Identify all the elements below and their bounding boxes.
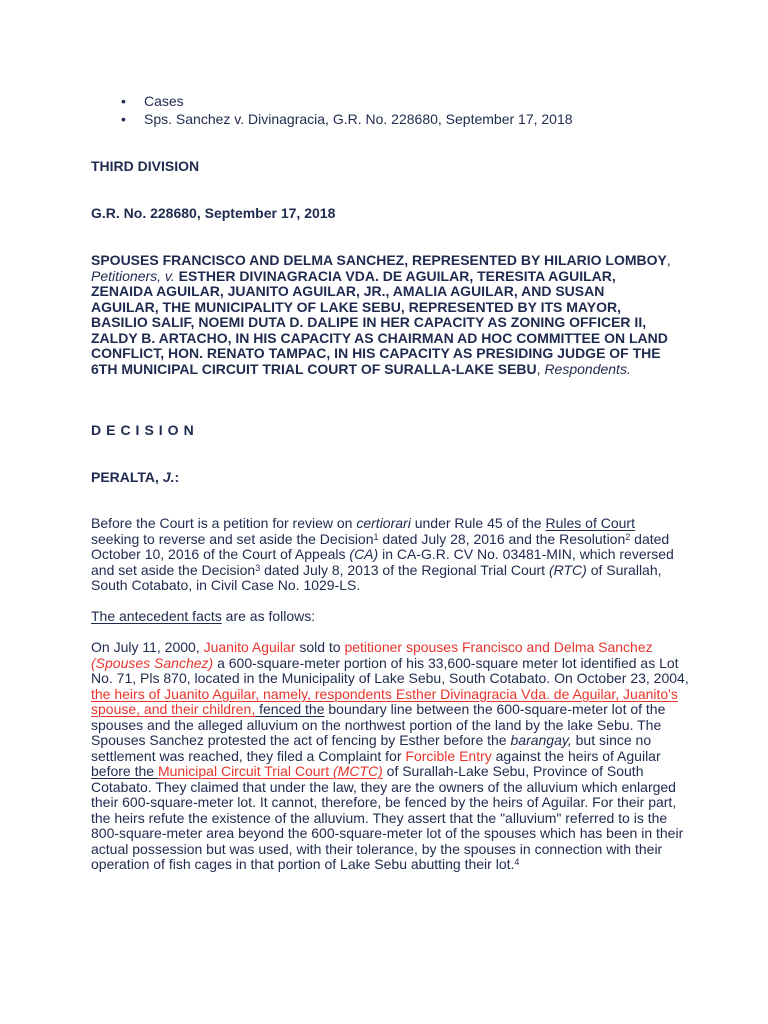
text-run: a 600-square-meter portion of his 33,600-square meter lot identified as Lot No. 71, Pls 870, located in the Municipality of Lake Sebu, South Cotabato. On October 23, 2004, (91, 654, 689, 686)
footnote-ref-4[interactable]: 4 (514, 857, 520, 867)
ponente-colon: : (174, 469, 180, 485)
paragraph-antecedent (91, 609, 691, 625)
respondents-label: Respondents. (544, 360, 631, 377)
bullet-icon: • (121, 93, 126, 109)
paragraph-facts (91, 640, 689, 873)
text-run: sold to (295, 639, 345, 655)
text-run: but since no settlement was reached, they filed a Complaint for (91, 732, 652, 764)
text-run: against the heirs of Aguilar (491, 747, 661, 764)
highlight-heirs[interactable]: the heirs of Juanito Aguilar, namely, respondents Esther Divinagracia Vda. de Aguilar, Juanito's spouse, and their children, (91, 685, 678, 717)
footnote-ref-3[interactable]: 3 (255, 562, 261, 573)
rules-of-court-link[interactable]: Rules of Court (545, 515, 635, 531)
text-run: dated July 8, 2013 of the Regional Trial Court (260, 561, 549, 578)
highlight-mctc[interactable]: Municipal Circuit Trial Court (157, 763, 333, 779)
before-link[interactable]: before the (91, 763, 158, 779)
antecedent-facts-link[interactable]: The antecedent facts (91, 608, 222, 624)
decision-heading: DECISION (91, 422, 199, 438)
text-run-italic: certiorari (356, 515, 411, 531)
breadcrumb-label[interactable]: Sps. Sanchez v. Divinagracia, G.R. No. 228680, September 17, 2018 (144, 110, 573, 127)
text-run: of Surallah, South Cotabato, in Civil Case No. 1029-LS. (91, 561, 662, 593)
highlight-juanito: Juanito Aguilar (203, 639, 296, 655)
ponente (91, 470, 691, 486)
text-run: of Surallah-Lake Sebu, Province of South Cotabato. They claimed that under the law, they are the owners of the alluvium which enlarged their 600-square-meter lot. It cannot, therefore, be fenced by the heirs of Aguilar. For their part, the heirs refute the existence of the alluvium. They assert that the "alluvium" referred to is the 800-square-meter area beyond the 600-square-meter lot of the spouses which has been in their actual possession but was used, with their tolerance, by the spouses in connection with their operation of fish cages in that portion of Lake Sebu abutting their lot. (91, 763, 684, 872)
text-run-italic: barangay, (510, 732, 572, 748)
footnote-ref-1[interactable]: 1 (373, 531, 379, 542)
text-run-italic: (CA) (349, 546, 379, 562)
highlight-petitioners: petitioner spouses Francisco and Delma Sanchez (344, 639, 653, 655)
breadcrumb-item-cases[interactable] (91, 93, 573, 111)
footnote-ref-2[interactable]: 2 (625, 531, 631, 542)
text-run: On July 11, 2000, (91, 639, 204, 655)
text-run-italic: (RTC) (548, 561, 587, 578)
text-run: dated October 10, 2016 of the Court of Appeals (91, 530, 670, 562)
text-run: boundary line between the 600-square-meter lot of the spouses and the alleged alluvium on the northwest portion of the land by the lake Sebu. The Spouses Sanchez protested the act of fencing by Esther before the (91, 701, 666, 748)
case-number-heading: G.R. No. 228680, September 17, 2018 (91, 205, 336, 221)
ponente-name: PERALTA, (91, 469, 163, 485)
breadcrumb-label[interactable]: Cases (144, 93, 184, 109)
respondents-names: ESTHER DIVINAGRACIA VDA. DE AGUILAR, TERESITA AGUILAR, ZENAIDA AGUILAR, JUANITO AGUILAR, JR., AMALIA AGUILAR, AND SUSAN AGUILAR, THE MUNICIPALITY OF LAKE SEBU, REPRESENTED BY ITS MAYOR, BASILIO SALIF, NOEMI DUTA D. DALIPE IN HER CAPACITY AS ZONING OFFICER II, ZALDY B. ARTACHO, IN HIS CAPACITY AS CHAIRMAN AD HOC COMMITTEE ON LAND CONFLICT, HON. RENATO TAMPAC, IN HIS CAPACITY AS PRESIDING JUDGE OF THE 6TH MUNICIPAL CIRCUIT TRIAL COURT OF SURALLA-LAKE SEBU (91, 267, 668, 377)
breadcrumb (91, 93, 573, 128)
division-heading: THIRD DIVISION (91, 158, 200, 174)
highlight-mctc-abbr[interactable]: (MCTC) (333, 763, 383, 779)
text-run: dated July 28, 2016 and the Resolution (378, 530, 626, 547)
fenced-link[interactable]: fenced the (255, 701, 325, 717)
text-run: in CA-G.R. CV No. 03481-MIN, which reversed and set aside the Decision (91, 546, 674, 578)
text-run: under Rule 45 of the (410, 515, 546, 531)
text-run: Before the Court is a petition for review on (91, 515, 357, 531)
separator: , (666, 252, 671, 268)
petitioners-label: Petitioners, v. (91, 267, 175, 284)
highlight-forcible-entry: Forcible Entry (405, 747, 492, 764)
separator: , (536, 360, 545, 377)
text-run: seeking to reverse and set aside the Decision (91, 530, 374, 547)
paragraph-intro (91, 516, 686, 594)
breadcrumb-item-case-title[interactable] (91, 111, 573, 129)
highlight-spouses-sanchez: (Spouses Sanchez) (91, 654, 214, 671)
ponente-title: J. (162, 469, 175, 485)
case-parties (91, 253, 671, 377)
bullet-icon: • (121, 110, 126, 127)
text-run: are as follows: (221, 608, 316, 624)
petitioners-names: SPOUSES FRANCISCO AND DELMA SANCHEZ, REPRESENTED BY HILARIO LOMBOY (91, 252, 667, 268)
